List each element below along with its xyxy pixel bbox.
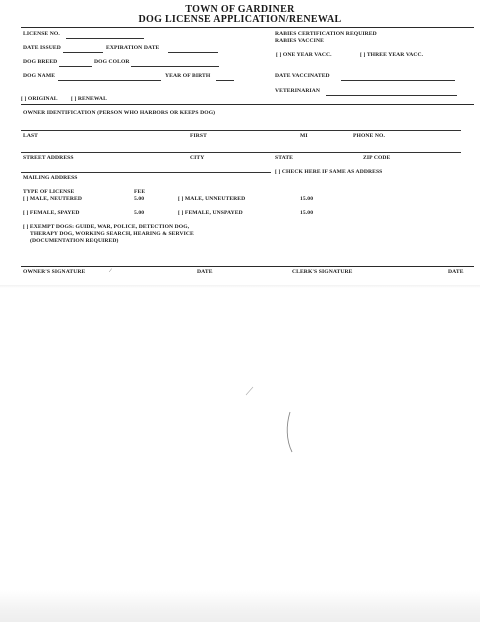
street-address-label: STREET ADDRESS: [23, 155, 74, 161]
clerk-date-label: DATE: [448, 269, 464, 275]
male-neutered-checkbox[interactable]: [ ] MALE, NEUTERED: [23, 196, 82, 202]
veterinarian-label: VETERINARIAN: [275, 88, 321, 94]
date-vaccinated-label: DATE VACCINATED: [275, 73, 330, 79]
male-unneutered-fee: 15.00: [300, 196, 314, 202]
town-title: TOWN OF GARDINER: [185, 4, 295, 15]
rabies-cert-label: RABIES CERTIFICATION REQUIRED: [275, 31, 377, 37]
license-type-heading: TYPE OF LICENSE: [23, 189, 75, 195]
year-of-birth-label: YEAR OF BIRTH: [165, 73, 211, 79]
last-name-label: LAST: [23, 133, 39, 139]
scan-bottom-shade: [0, 590, 480, 622]
original-checkbox[interactable]: [ ] ORIGINAL: [21, 96, 58, 102]
exempt-dogs-line2: THERAPY DOG, WORKING SEARCH, HEARING & SERVICE: [30, 231, 194, 237]
renewal-checkbox[interactable]: [ ] RENEWAL: [71, 96, 107, 102]
owner-section-heading: OWNER IDENTIFICATION (PERSON WHO HARBORS OR KEEPS DOG): [23, 110, 216, 116]
exempt-dogs-checkbox[interactable]: [ ] EXEMPT DOGS: GUIDE, WAR, POLICE, DETECTION DOG,: [23, 224, 190, 230]
female-unspayed-fee: 15.00: [300, 210, 314, 216]
zip-code-label: ZIP CODE: [363, 155, 391, 161]
state-label: STATE: [275, 155, 294, 161]
owner-signature-label: OWNER'S SIGNATURE: [23, 269, 86, 275]
exempt-dogs-line3: (DOCUMENTATION REQUIRED): [30, 238, 119, 244]
mailing-address-label: MAILING ADDRESS: [23, 175, 78, 181]
dog-breed-label: DOG BREED: [23, 59, 58, 65]
form-title: DOG LICENSE APPLICATION/RENEWAL: [138, 14, 342, 25]
phone-label: PHONE NO.: [353, 133, 385, 139]
same-address-checkbox[interactable]: [ ] CHECK HERE IF SAME AS ADDRESS: [275, 169, 383, 175]
female-spayed-checkbox[interactable]: [ ] FEMALE, SPAYED: [23, 210, 80, 216]
one-year-vacc-checkbox[interactable]: [ ] ONE YEAR VACC.: [276, 52, 332, 58]
expiration-date-label: EXPIRATION DATE: [106, 45, 160, 51]
fee-heading: FEE: [134, 189, 146, 195]
male-unneutered-checkbox[interactable]: [ ] MALE, UNNEUTERED: [178, 196, 246, 202]
dog-color-label: DOG COLOR: [94, 59, 130, 65]
dog-name-label: DOG NAME: [23, 73, 56, 79]
rabies-vaccine-label: RABIES VACCINE: [275, 38, 324, 44]
license-no-label: LICENSE NO.: [23, 31, 60, 37]
first-name-label: FIRST: [190, 133, 207, 139]
pen-mark: ⁄: [110, 268, 112, 274]
three-year-vacc-checkbox[interactable]: [ ] THREE YEAR VACC.: [360, 52, 424, 58]
clerk-signature-label: CLERK'S SIGNATURE: [292, 269, 353, 275]
date-issued-label: DATE ISSUED: [23, 45, 61, 51]
owner-date-label: DATE: [197, 269, 213, 275]
middle-initial-label: MI: [300, 133, 308, 139]
male-neutered-fee: 5.00: [134, 196, 145, 202]
female-spayed-fee: 5.00: [134, 210, 145, 216]
female-unspayed-checkbox[interactable]: [ ] FEMALE, UNSPAYED: [178, 210, 243, 216]
city-label: CITY: [190, 155, 205, 161]
